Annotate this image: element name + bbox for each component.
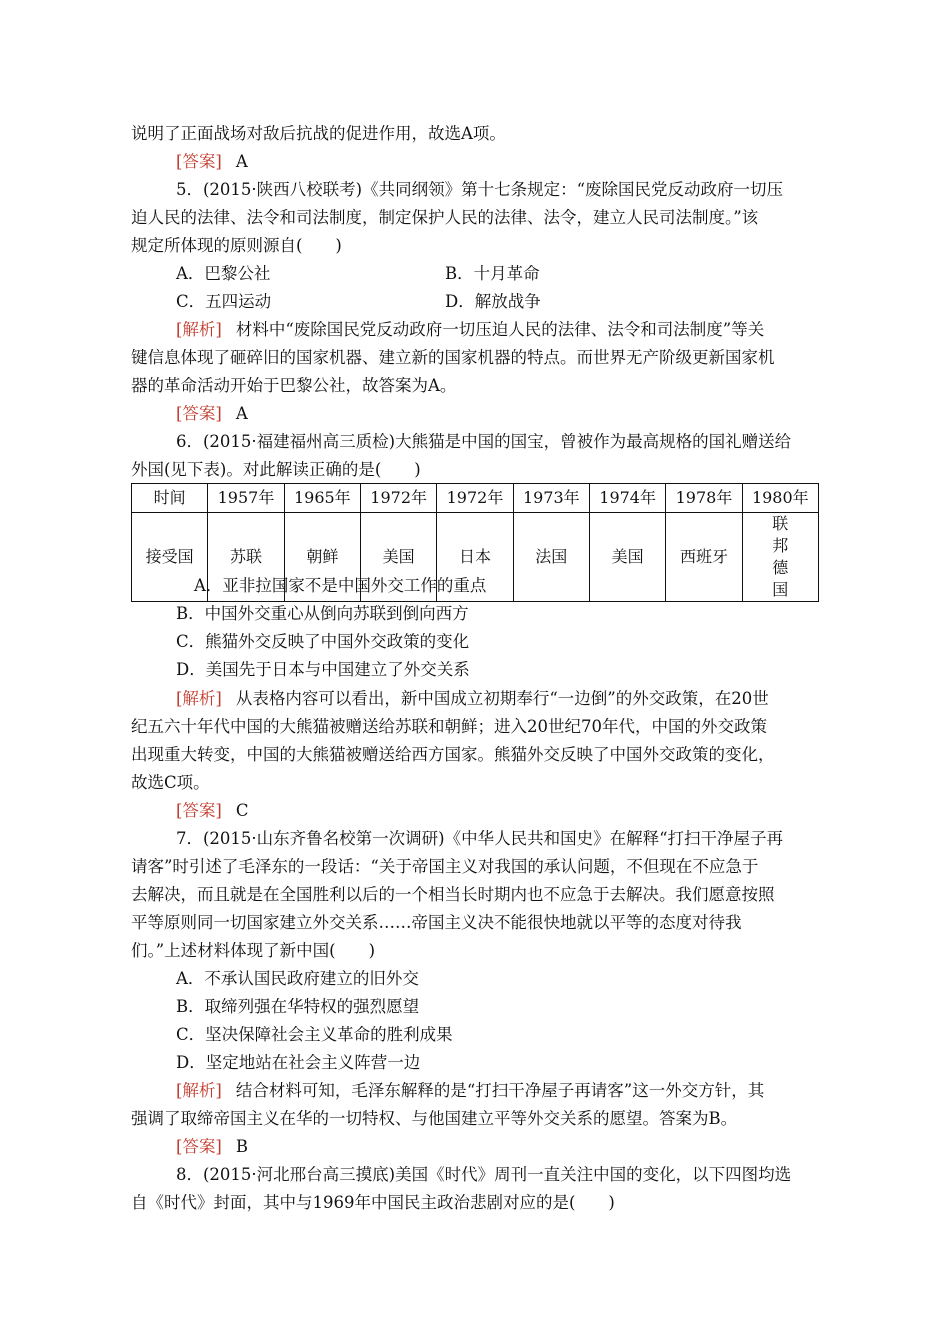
q6-analysis-line: 故选C项。 bbox=[131, 773, 210, 792]
answer-value: C bbox=[235, 801, 249, 820]
analysis-tag: [解析] bbox=[176, 689, 222, 708]
q5-analysis-line bbox=[176, 319, 764, 341]
analysis-text: 从表格内容可以看出，新中国成立初期奉行“一边倒”的外交政策，在20世 bbox=[235, 689, 769, 708]
table-cell: 苏联 bbox=[208, 513, 284, 602]
q5-option-c: C．五四运动 bbox=[176, 292, 272, 311]
q7-option-d: D．坚定地站在社会主义阵营一边 bbox=[176, 1053, 421, 1072]
table-cell: 接受国 bbox=[132, 513, 208, 602]
answer-tag: [答案] bbox=[176, 801, 222, 820]
analysis-text: 材料中“废除国民党反动政府一切压迫人民的法律、法令和司法制度”等关 bbox=[235, 320, 765, 339]
q6-analysis-line: 出现重大转变，中国的大熊猫被赠送给西方国家。熊猫外交反映了中国外交政策的变化， bbox=[131, 745, 775, 764]
q6-stem-line: 外国(见下表)。对此解读正确的是( ) bbox=[131, 460, 421, 479]
analysis-tag: [解析] bbox=[176, 320, 222, 339]
table-cell: 1973年 bbox=[513, 484, 589, 513]
table-cell: 1972年 bbox=[437, 484, 513, 513]
q5-stem-line: 规定所体现的原则源自( ) bbox=[131, 236, 342, 255]
answer-value: A bbox=[235, 152, 248, 171]
table-cell: 日本 bbox=[437, 513, 513, 602]
answer-value: B bbox=[235, 1137, 249, 1156]
q6-answer bbox=[176, 800, 249, 822]
q6-option-c: C．熊猫外交反映了中国外交政策的变化 bbox=[176, 632, 470, 651]
q6-analysis-line bbox=[176, 688, 769, 710]
q5-stem-line: 迫人民的法律、法令和司法制度，制定保护人民的法律、法令，建立人民司法制度。”该 bbox=[131, 208, 759, 227]
analysis-tag: [解析] bbox=[176, 1081, 222, 1100]
q7-stem-line: 们。”上述材料体现了新中国( ) bbox=[131, 941, 376, 960]
table-cell: 时间 bbox=[132, 484, 208, 513]
q5-analysis-line: 键信息体现了砸碎旧的国家机器、建立新的国家机器的特点。而世界无产阶级更新国家机 bbox=[131, 348, 775, 367]
q4-answer bbox=[176, 151, 248, 173]
table-cell: 1978年 bbox=[666, 484, 742, 513]
q5-stem-line: 5．(2015·陕西八校联考)《共同纲领》第十七条规定：“废除国民党反动政府一切压 bbox=[176, 180, 784, 199]
table-cell: 美国 bbox=[589, 513, 665, 602]
q5-option-a: A．巴黎公社 bbox=[176, 264, 271, 283]
q6-option-a: A．亚非拉国家不是中国外交工作的重点 bbox=[194, 576, 487, 595]
table-cell: 1965年 bbox=[284, 484, 360, 513]
table-cell: 1972年 bbox=[360, 484, 436, 513]
table-cell: 1980年 bbox=[742, 484, 818, 513]
q7-analysis-line: 强调了取缔帝国主义在华的一切特权、与他国建立平等外交关系的愿望。答案为B。 bbox=[131, 1109, 738, 1128]
table-cell: 法国 bbox=[513, 513, 589, 602]
q8-stem-line: 自《时代》封面，其中与1969年中国民主政治悲剧对应的是( ) bbox=[131, 1193, 615, 1212]
q6-option-d: D．美国先于日本与中国建立了外交关系 bbox=[176, 660, 470, 679]
q7-option-c: C．坚决保障社会主义革命的胜利成果 bbox=[176, 1025, 453, 1044]
q7-stem-line: 请客”时引述了毛泽东的一段话：“关于帝国主义对我国的承认问题，不但现在不应急于 bbox=[131, 857, 759, 876]
answer-tag: [答案] bbox=[176, 404, 222, 423]
q6-analysis-line: 纪五六十年代中国的大熊猫被赠送给苏联和朝鲜；进入20世纪70年代，中国的外交政策 bbox=[131, 717, 767, 736]
q7-option-a: A．不承认国民政府建立的旧外交 bbox=[176, 969, 419, 988]
q6-option-b: B．中国外交重心从倒向苏联到倒向西方 bbox=[176, 604, 469, 623]
answer-tag: [答案] bbox=[176, 152, 222, 171]
answer-tag: [答案] bbox=[176, 1137, 222, 1156]
table-header-row bbox=[132, 484, 819, 513]
q7-answer bbox=[176, 1136, 248, 1158]
q6-stem-line: 6．(2015·福建福州高三质检)大熊猫是中国的国宝，曾被作为最高规格的国礼赠送给 bbox=[176, 432, 792, 451]
table-cell: 朝鲜 bbox=[284, 513, 360, 602]
table-cell: 联邦德国 bbox=[742, 513, 818, 602]
q7-analysis-line bbox=[176, 1080, 764, 1102]
q7-stem-line: 7．(2015·山东齐鲁名校第一次调研)《中华人民共和国史》在解释“打扫干净屋子再 bbox=[176, 829, 784, 848]
q7-option-b: B．取缔列强在华特权的强烈愿望 bbox=[176, 997, 420, 1016]
q7-stem-line: 平等原则同一切国家建立外交关系……帝国主义决不能很快地就以平等的态度对待我 bbox=[131, 913, 742, 932]
table-cell: 1974年 bbox=[589, 484, 665, 513]
q7-stem-line: 去解决，而且就是在全国胜利以后的一个相当长时期内也不应急于去解决。我们愿意按照 bbox=[131, 885, 775, 904]
table-cell: 1957年 bbox=[208, 484, 284, 513]
q5-analysis-line: 器的革命活动开始于巴黎公社，故答案为A。 bbox=[131, 376, 457, 395]
q4-analysis-tail: 说明了正面战场对敌后抗战的促进作用，故选A项。 bbox=[131, 124, 506, 143]
answer-value: A bbox=[235, 404, 248, 423]
table-cell: 美国 bbox=[360, 513, 436, 602]
q5-answer bbox=[176, 403, 248, 425]
q5-option-b: B．十月革命 bbox=[445, 264, 540, 283]
analysis-text: 结合材料可知，毛泽东解释的是“打扫干净屋子再请客”这一外交方针，其 bbox=[235, 1081, 765, 1100]
table-cell: 西班牙 bbox=[666, 513, 742, 602]
q5-option-d: D．解放战争 bbox=[445, 292, 541, 311]
q8-stem-line: 8．(2015·河北邢台高三摸底)美国《时代》周刊一直关注中国的变化，以下四图均选 bbox=[176, 1165, 792, 1184]
